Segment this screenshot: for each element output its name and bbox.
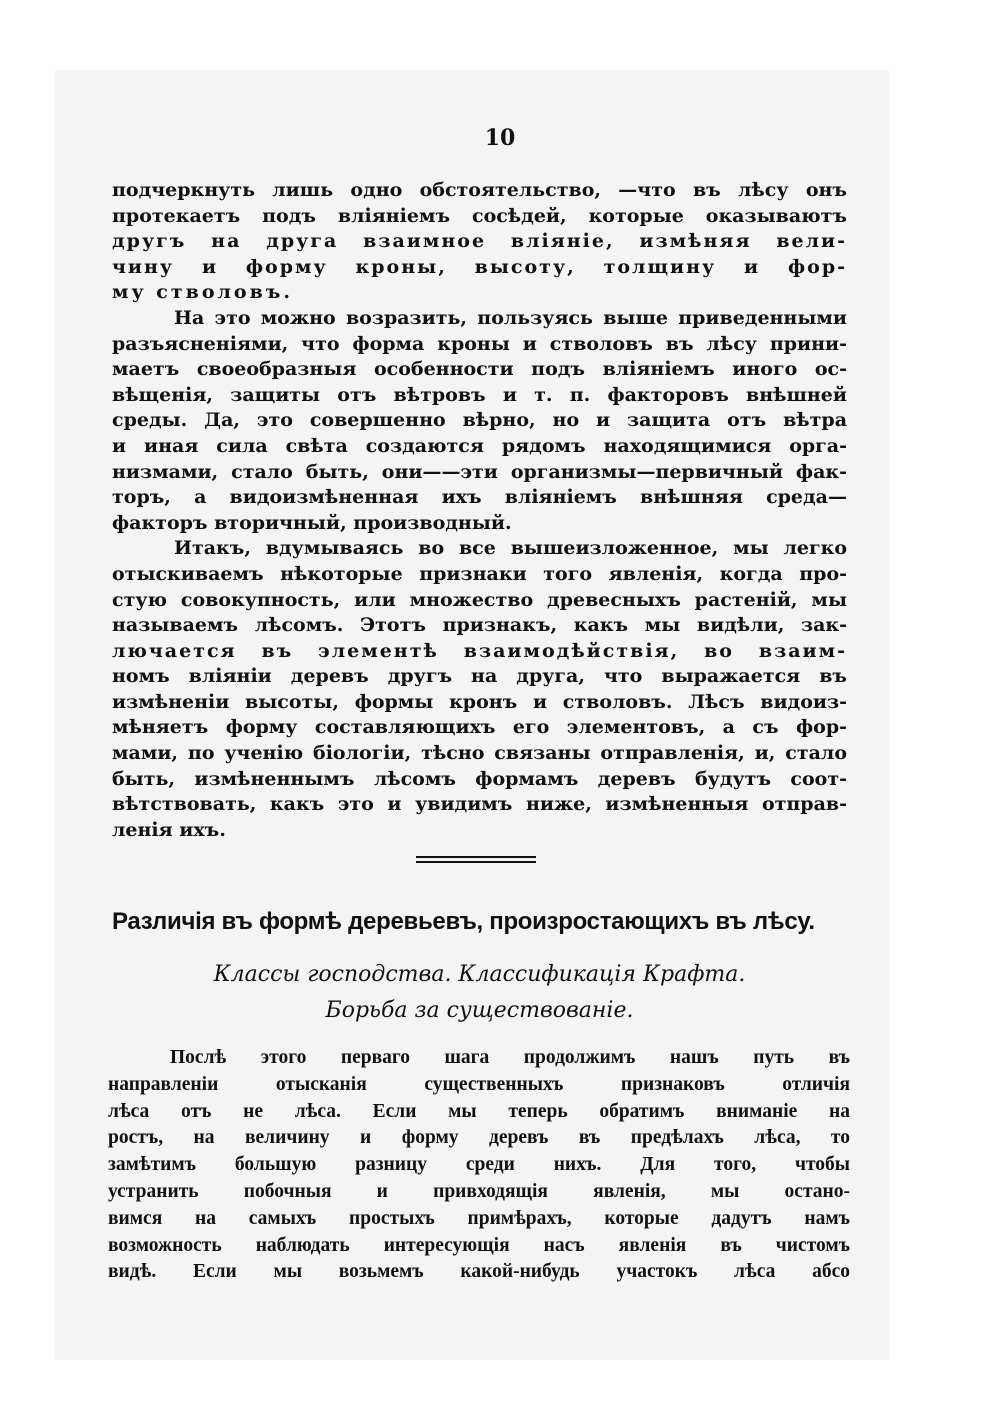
text-line: ростъ, на величину и форму деревъ въ предѣлахъ лѣса, то: [108, 1127, 850, 1149]
text-line: мами, по ученію біологіи, тѣсно связаны отправленія, и, стало: [112, 742, 847, 765]
text-line: измѣненіи высоты, формы кронъ и стволовъ. Лѣсъ видоиз-: [112, 690, 847, 713]
body-text-top: [112, 178, 847, 843]
text-line: стую совокупность, или множество древесныхъ растеній, мы: [112, 588, 847, 611]
text-line: маетъ своеобразныя особенности подъ вліяніемъ иного ос-: [112, 358, 847, 381]
text-line: быть, измѣненнымъ лѣсомъ формамъ деревъ будутъ соот-: [112, 767, 847, 790]
text-line: мѣняетъ форму составляющихъ его элементовъ, а съ фор-: [112, 716, 847, 739]
subheading-line-1: Классы господства. Классификація Крафта.: [213, 962, 746, 987]
text-line: устранить побочныя и привходящія явленія, мы остано-: [108, 1180, 850, 1202]
text-line: подчеркнуть лишь одно обстоятельство, —что въ лѣсу онъ: [112, 179, 847, 201]
text-line: возможность наблюдать интересующія насъ явленія въ чистомъ: [108, 1234, 850, 1256]
text-line: протекаетъ подъ вліяніемъ сосѣдей, которые оказываютъ: [112, 204, 847, 227]
section-heading: Различія въ формѣ деревьевъ, произростающихъ въ лѣсу.: [112, 908, 815, 935]
text-line: лючается въ элементѣ взаимодѣйствія, во взаим-: [112, 639, 847, 662]
text-line: отыскиваемъ нѣкоторые признаки того явленія, когда про-: [112, 562, 847, 585]
text-line: направленіи отысканія существенныхъ признаковъ отличія: [108, 1073, 850, 1095]
text-line: среды. Да, это совершенно вѣрно, но и защита отъ вѣтра: [112, 409, 847, 432]
text-line: факторъ вторичный, производный.: [112, 511, 512, 534]
text-line: и иная сила свѣта создаются рядомъ находящимися орга-: [112, 434, 847, 457]
text-line: лѣса отъ не лѣса. Если мы теперь обратимъ вниманіе на: [108, 1100, 850, 1122]
text-line: Послѣ этого перваго шага продолжимъ нашъ путь въ: [170, 1047, 850, 1068]
text-line: номъ вліяніи деревъ другъ на друга, что выражается въ: [112, 665, 847, 688]
subheading-line-2: Борьба за существованіе.: [325, 998, 634, 1023]
text-line: вѣтствовать, какъ это и увидимъ ниже, измѣненныя отправ-: [112, 793, 847, 816]
section-divider: [416, 856, 536, 865]
text-line: чину и форму кроны, высоту, толщину и фор-: [112, 255, 847, 278]
page-number: 10: [484, 125, 516, 151]
text-line: На это можно возразить, пользуясь выше приведенными: [174, 306, 847, 329]
text-line: низмами, стало быть, они——эти организмы—первичный фак-: [112, 460, 847, 483]
text-line: вимся на самыхъ простыхъ примѣрахъ, которые дадутъ намъ: [108, 1207, 850, 1229]
text-line: замѣтимъ большую разницу среди нихъ. Для того, чтобы: [108, 1154, 850, 1176]
text-line: называемъ лѣсомъ. Этотъ признакъ, какъ мы видѣли, зак-: [112, 614, 847, 637]
text-line: вѣщенія, защиты отъ вѣтровъ и т. п. факторовъ внѣшней: [112, 383, 847, 406]
text-line: ленія ихъ.: [112, 818, 226, 841]
text-line: Итакъ, вдумываясь во все вышеизложенное, мы легко: [174, 537, 847, 560]
text-line: разъясненіями, что форма кроны и стволовъ въ лѣсу прини-: [112, 332, 847, 355]
text-line: видѣ. Если мы возьмемъ какой-нибудь участокъ лѣса абсо: [108, 1261, 850, 1283]
text-line: му стволовъ.: [112, 281, 293, 304]
text-line: торъ, а видоизмѣненная ихъ вліяніемъ внѣшняя среда—: [112, 486, 847, 509]
body-text-bottom: [108, 1045, 850, 1286]
text-line: другъ на друга взаимное вліяніе, измѣняя вели-: [112, 230, 847, 253]
